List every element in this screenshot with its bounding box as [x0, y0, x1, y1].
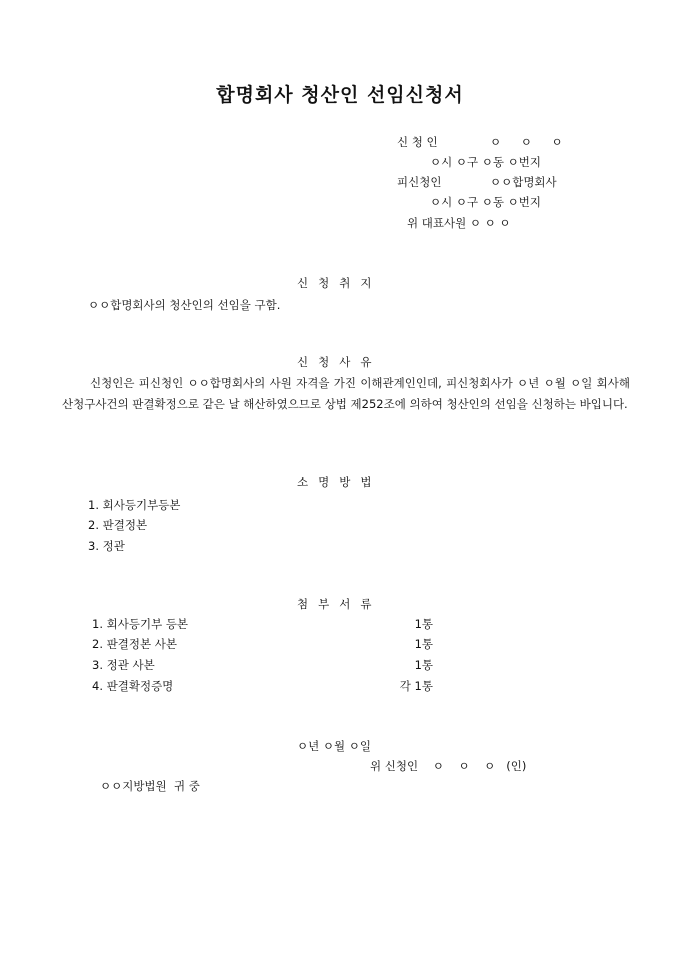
attachment-count: 1통	[414, 617, 433, 631]
proof-heading: 소명방법	[297, 475, 382, 489]
list-item: 1. 회사등기부등본	[88, 498, 181, 512]
respondent-name: ㅇㅇ합명회사	[490, 175, 557, 189]
representative: 위 대표사원 ㅇ ㅇ ㅇ	[407, 216, 511, 230]
list-item: 3. 정관	[88, 539, 125, 553]
attachment-label: 1. 회사등기부 등본	[92, 617, 189, 631]
purpose-text: ㅇㅇ합명회사의 청산인의 선임을 구함.	[88, 298, 281, 312]
attachment-count: 1통	[414, 658, 433, 672]
applicant-label: 신 청 인	[397, 135, 438, 149]
signer-line: 위 신청인 ㅇ ㅇ ㅇ (인)	[370, 759, 527, 773]
reason-heading: 신청사유	[297, 355, 382, 369]
purpose-heading: 신청취지	[297, 276, 382, 290]
reason-text: 신청인은 피신청인 ㅇㅇ합명회사의 사원 자격을 가진 이해관계인인데, 피신청회사가 ㅇ년 ㅇ월 ㅇ일 회사해산청구사건의 판결확정으로 같은 날 해산하였으므로 상법 제252조에 의하여 청산인의 선임을 신청하는 바입니다.	[62, 376, 630, 411]
attachments-heading: 첨부서류	[297, 597, 382, 611]
attachment-label: 4. 판결확정증명	[92, 679, 174, 693]
attachment-label: 3. 정관 사본	[92, 658, 155, 672]
attachment-label: 2. 판결정본 사본	[92, 637, 177, 651]
court-addressee: ㅇㅇ지방법원 귀 중	[100, 779, 200, 793]
respondent-label: 피신청인	[397, 175, 442, 189]
attachment-count: 1통	[414, 637, 433, 651]
applicant-name: ㅇ ㅇ ㅇ	[490, 135, 571, 149]
list-item: 2. 판결정본	[88, 518, 148, 532]
document-title: 합명회사 청산인 선임신청서	[216, 84, 464, 106]
applicant-address: ㅇ시 ㅇ구 ㅇ동 ㅇ번지	[430, 155, 541, 169]
respondent-address: ㅇ시 ㅇ구 ㅇ동 ㅇ번지	[430, 195, 541, 209]
attachment-count: 각 1통	[399, 679, 433, 693]
date-line: ㅇ년 ㅇ월 ㅇ일	[297, 739, 371, 753]
